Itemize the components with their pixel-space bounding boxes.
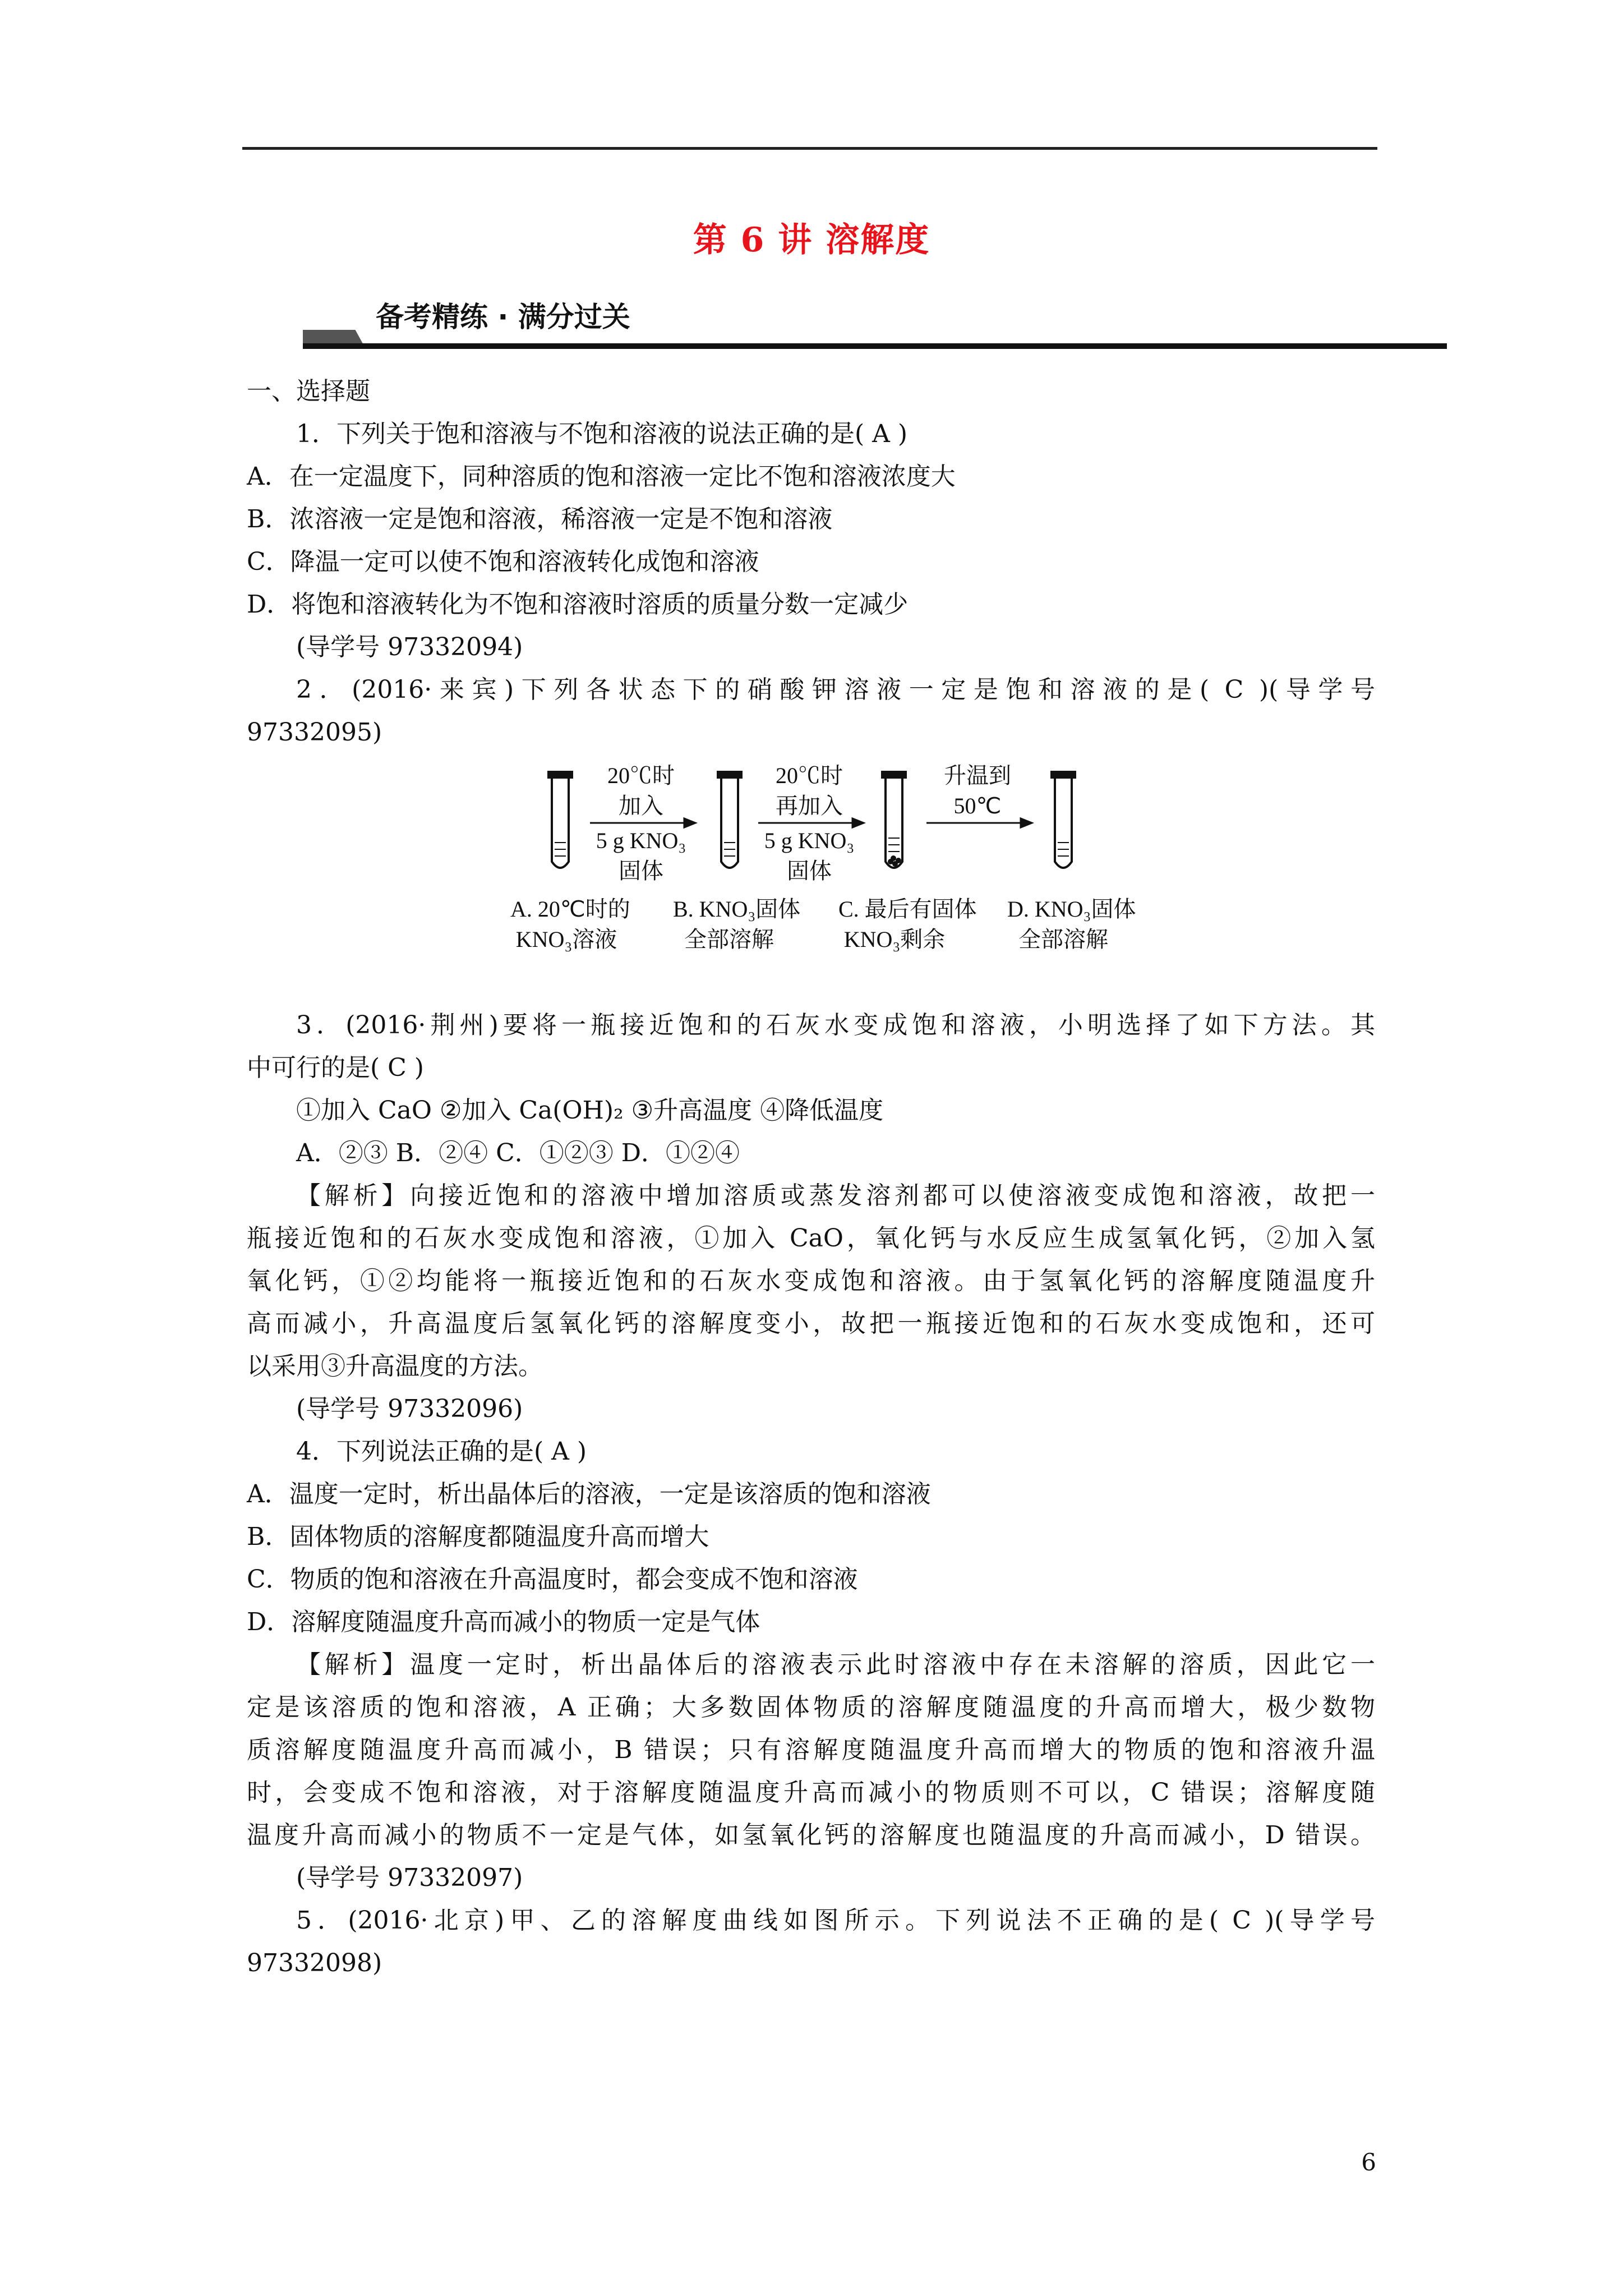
test-tube-3 [882, 772, 906, 868]
q1-option-c: C．降温一定可以使不饱和溶液转化成饱和溶液 [247, 547, 759, 576]
arrow-3-label-top: 升温到 50℃ [944, 763, 1011, 818]
q2-stem: 2．(2016·来宾)下列各状态下的硝酸钾溶液一定是饱和溶液的是( C )(导学号 [296, 675, 1375, 704]
section-banner [303, 297, 1447, 348]
page-title: 第 6 讲 溶解度 [693, 220, 930, 260]
arrow-1-label-top: 20℃时 加入 [607, 763, 675, 818]
q5-stem-cont: 97332098) [247, 1949, 382, 1977]
main-content [247, 370, 1375, 1985]
q3-analysis-5: 以采用③升高温度的方法。 [247, 1352, 543, 1381]
arrow-2-label-bottom: 5 g KNO₃ 固体 [764, 828, 855, 884]
test-tube-1 [548, 772, 572, 868]
caption-b: B. KNO₃固体 全部溶解 [673, 896, 801, 952]
section-heading: 一、选择题 [247, 377, 370, 406]
q2-test-tube-figure [247, 760, 1375, 1001]
q4-option-d: D．溶解度随温度升高而减小的物质一定是气体 [247, 1608, 760, 1636]
q1-option-b: B．浓溶液一定是饱和溶液，稀溶液一定是不饱和溶液 [247, 505, 833, 533]
q3-ref: (导学号 97332096) [296, 1395, 523, 1423]
q1-option-d: D．将饱和溶液转化为不饱和溶液时溶质的质量分数一定减少 [247, 590, 909, 619]
q3-analysis-1: 【解析】向接近饱和的溶液中增加溶质或蒸发溶剂都可以使溶液变成饱和溶液，故把一 [296, 1181, 1375, 1210]
q4-analysis-2: 定是该溶质的饱和溶液，A 正确；大多数固体物质的溶解度随温度的升高而增大，极少数物 [247, 1693, 1375, 1722]
q4-analysis-4: 时，会变成不饱和溶液，对于溶解度随温度升高而减小的物质则不可以，C 错误；溶解度随 [247, 1778, 1375, 1807]
q3-options: A．②③ B．②④ C．①②③ D．①②④ [296, 1139, 740, 1167]
q1-ref: (导学号 97332094) [296, 633, 523, 661]
caption-a: A. 20℃时的 KNO₃溶液 [510, 896, 630, 952]
q1-option-a: A．在一定温度下，同种溶质的饱和溶液一定比不饱和溶液浓度大 [247, 462, 956, 491]
q4-option-b: B．固体物质的溶解度都随温度升高而增大 [247, 1522, 709, 1551]
q2-stem-cont: 97332095) [247, 718, 382, 747]
arrow-1-label-bottom: 5 g KNO₃ 固体 [596, 828, 686, 884]
header-rule [242, 147, 1377, 150]
caption-d: D. KNO₃固体 全部溶解 [1007, 896, 1136, 952]
q3-analysis-4: 高而减小，升高温度后氢氧化钙的溶解度变小，故把一瓶接近饱和的石灰水变成饱和，还可 [247, 1309, 1375, 1338]
page-number: 6 [1361, 2148, 1376, 2176]
q4-analysis-5: 温度升高而减小的物质不一定是气体，如氢氧化钙的溶解度也随温度的升高而减小，D 错误。 [247, 1821, 1375, 1849]
q4-analysis-3: 质溶解度随温度升高而减小，B 错误；只有溶解度随温度升高而增大的物质的饱和溶液升温 [247, 1736, 1375, 1764]
test-tube-2 [718, 772, 741, 868]
test-tube-4 [1052, 772, 1075, 868]
q4-stem: 4．下列说法正确的是( A ) [296, 1437, 587, 1466]
arrow-2-label-top: 20℃时 再加入 [776, 763, 843, 818]
q3-stem: 3．(2016·荆州)要将一瓶接近饱和的石灰水变成饱和溶液，小明选择了如下方法。其 [296, 1011, 1375, 1039]
q5-stem: 5．(2016·北京)甲、乙的溶解度曲线如图所示。下列说法不正确的是( C )(导学号 [296, 1906, 1375, 1935]
banner-rule [303, 343, 1447, 349]
q1-stem: 1．下列关于饱和溶液与不饱和溶液的说法正确的是( A ) [296, 420, 908, 448]
q3-methods: ①加入 CaO ②加入 Ca(OH)₂ ③升高温度 ④降低温度 [296, 1096, 884, 1125]
q3-analysis-2: 瓶接近饱和的石灰水变成饱和溶液，①加入 CaO，氧化钙与水反应生成氢氧化钙，②加入氢 [247, 1224, 1375, 1253]
q4-option-a: A．温度一定时，析出晶体后的溶液，一定是该溶质的饱和溶液 [247, 1480, 931, 1508]
q3-stem-cont: 中可行的是( C ) [247, 1053, 424, 1082]
q4-ref: (导学号 97332097) [296, 1864, 523, 1892]
caption-c: C. 最后有固体 KNO₃剩余 [838, 896, 977, 952]
q4-analysis-1: 【解析】温度一定时，析出晶体后的溶液表示此时溶液中存在未溶解的溶质，因此它一 [296, 1650, 1375, 1679]
q4-option-c: C．物质的饱和溶液在升高温度时，都会变成不饱和溶液 [247, 1565, 858, 1594]
banner-label: 备考精练 · 满分过关 [376, 301, 630, 333]
q3-analysis-3: 氧化钙，①②均能将一瓶接近饱和的石灰水变成饱和溶液。由于氢氧化钙的溶解度随温度升 [247, 1267, 1375, 1295]
